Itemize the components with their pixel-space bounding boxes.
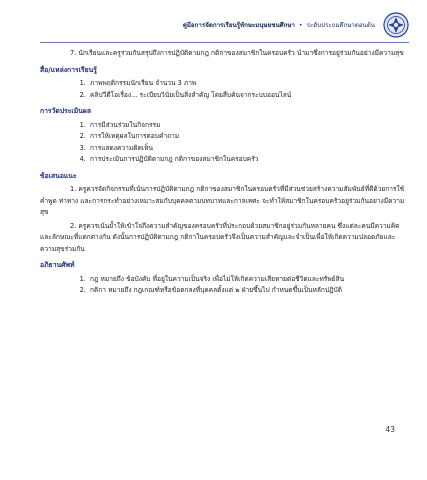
header-subtitle: ระดับประถมศึกษาตอนต้น	[306, 22, 375, 29]
header-divider	[40, 42, 409, 43]
glossary-heading: อภิธานศัพท์	[40, 261, 75, 269]
assessment-item: 2. การให้เหตุผลในการตอบคำถาม	[88, 131, 405, 143]
page-content	[40, 48, 405, 297]
media-heading: สื่อ/แหล่งการเรียนรู้	[40, 65, 97, 74]
assessment-item: 3. การแสดงความคิดเห็น	[88, 143, 405, 155]
glossary-list	[40, 274, 405, 297]
assessment-item: 4. การประเมินการปฏิบัติตามกฎ กติกาของสมาชิกในครอบครัว	[88, 154, 405, 166]
page-number: 43	[385, 425, 395, 434]
suggestion-paragraph: 2. ครูควรเน้นย้ำให้เข้าใจถึงความสำคัญของครอบครัวที่ประกอบด้วยสมาชิกอยู่ร่วมกันหลายคน ซึ่งแต่ละคนมีความคิดและลักษณะที่แตกต่างกัน ดังนั้นการปฏิบัติตามกฎ กติกาในครอบครัวจึงเป็นความสำคัญและจำเป็นเพื่อให้เกิดความปลอดภัยและความสุขร่วมกัน	[40, 221, 400, 253]
suggestions-heading: ข้อเสนอแนะ	[40, 171, 77, 180]
assessment-heading: การวัดประเมินผล	[40, 107, 92, 115]
header-separator: •	[298, 21, 303, 29]
media-item: 2. คลิปวีดีโอเรื่อง... ระเบียบวินัยเป็นสิ่งสำคัญ โดยสืบค้นจากระบบออนไลน์	[88, 90, 405, 102]
media-item: 1. ภาพพฤติกรรมนักเรียน จำนวน 3 ภาพ	[88, 78, 405, 90]
glossary-item: 1. กฎ หมายถึง ข้อบังคับ ที่อยู่ในความเป็นจริง เพื่อไม่ให้เกิดความเสียหายต่อชีวิตและทรัพย์สิน	[88, 274, 405, 286]
ministry-seal-icon	[383, 12, 409, 38]
step-7-paragraph: 7. นักเรียนและครูร่วมกันสรุปถึงการปฏิบัติตามกฎ กติกาของสมาชิกในครอบครัว นำมาซึ่งการอยู่ร่วมกันอย่างมีความสุข	[70, 49, 404, 57]
assessment-list	[40, 120, 405, 166]
suggestion-paragraph: 1. ครูควรจัดกิจกรรมที่เน้นการปฏิบัติตามกฎ กติกาของสมาชิกในครอบครัวที่มีส่วนช่วยสร้างความสัมพันธ์ที่ดีด้วยการใช้คำพูด ท่าทาง และการกระทำอย่างเหมาะสมกับบุคคลตามบทบาทและกาลเทศะ จะทำให้สมาชิกในครอบครัวอยู่ร่วมกันอย่างมีความสุข	[40, 185, 405, 216]
page-header	[40, 10, 409, 40]
media-list	[40, 78, 405, 101]
assessment-item: 1. การมีส่วนร่วมในกิจกรรม	[88, 120, 405, 132]
glossary-item: 2. กติกา หมายถึง กฎเกณฑ์หรือข้อตกลงที่บุคคลตั้งแต่ ๒ ฝ่ายขึ้นไป กำหนดขึ้นเป็นหลักปฏิบัติ	[88, 285, 405, 297]
header-title: คู่มือการจัดการเรียนรู้ทักษะมนุษยชนศึกษา	[182, 22, 295, 29]
